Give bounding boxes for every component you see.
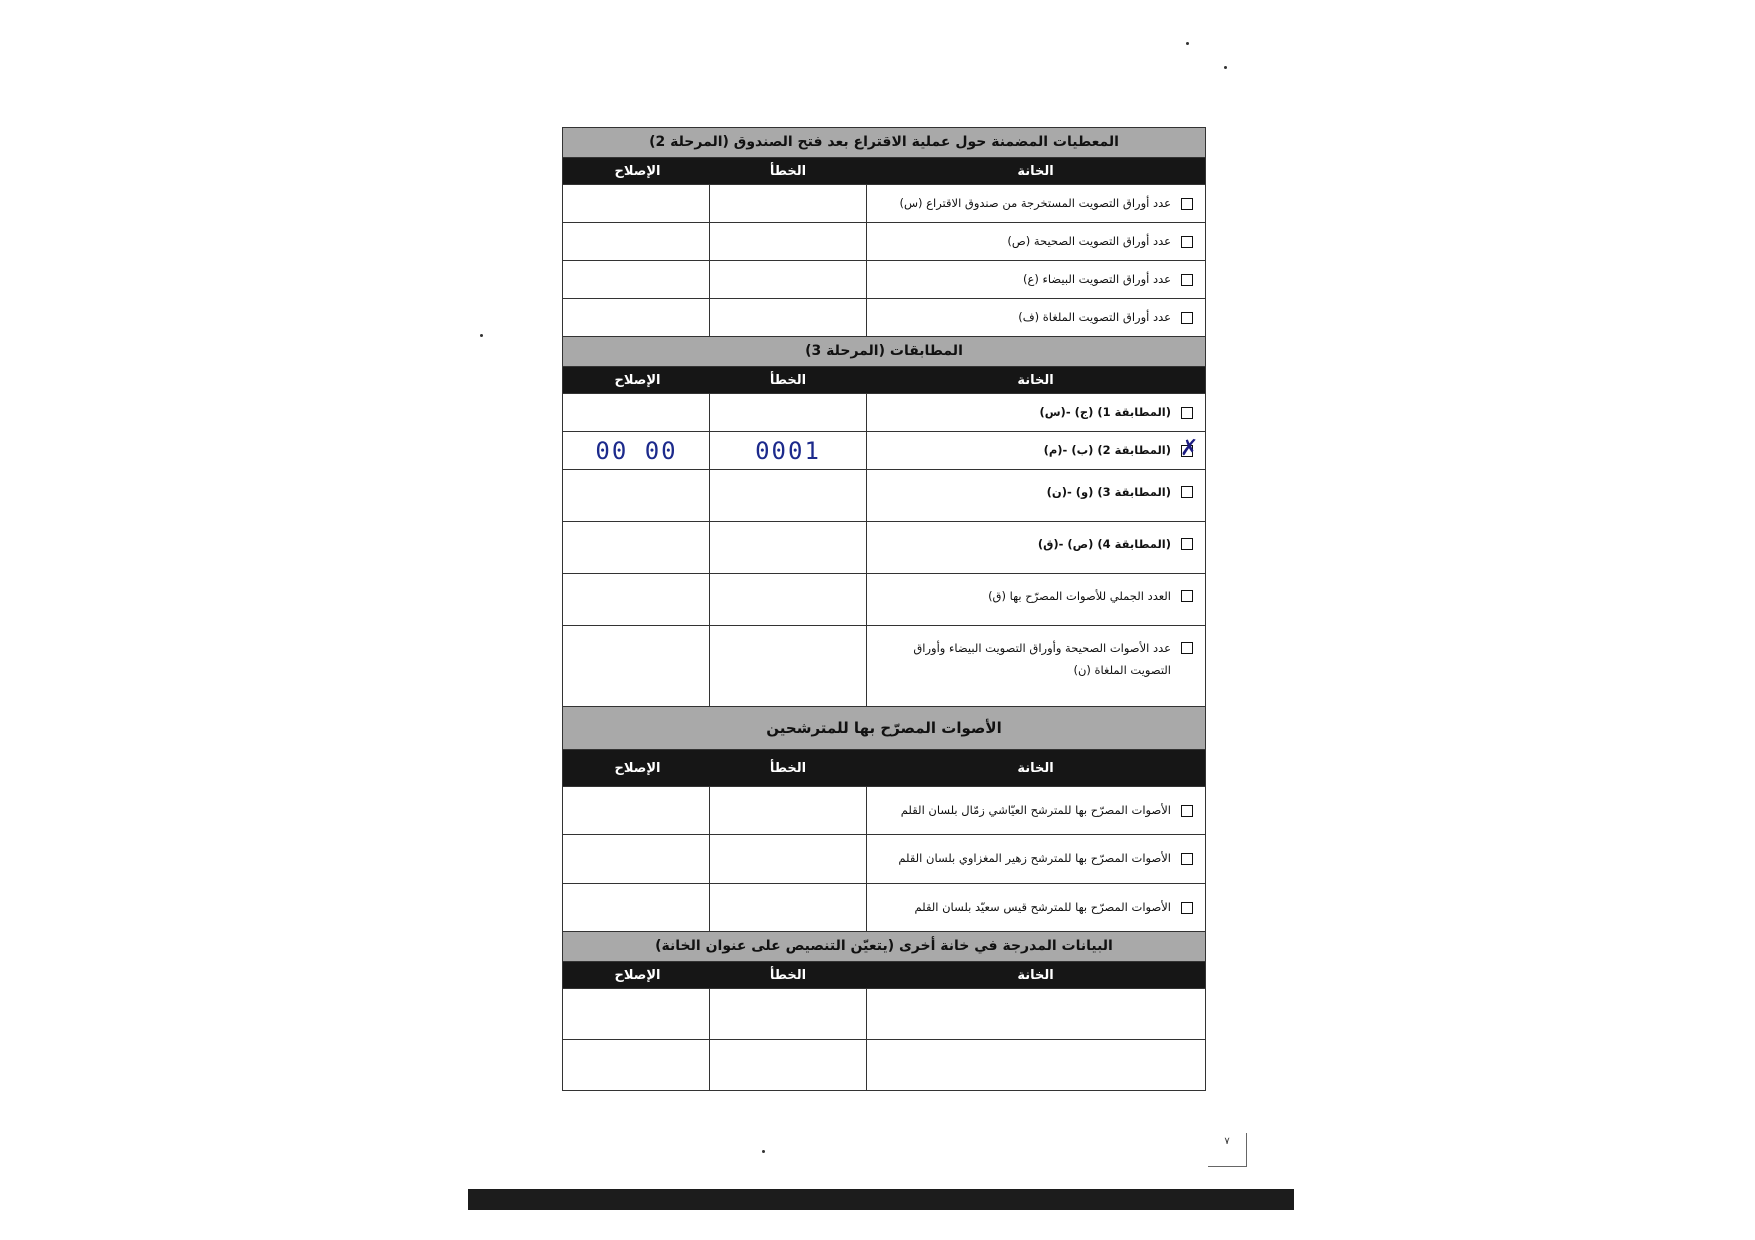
error-cell[interactable] (709, 394, 866, 431)
table-row (563, 394, 1205, 432)
error-cell[interactable] (709, 185, 866, 222)
column-header-error: الخطأ (769, 760, 807, 776)
footer-bar (468, 1189, 1294, 1210)
row-label: عدد أوراق التصويت الملغاة (ف) (1018, 309, 1171, 324)
column-header-error: الخطأ (769, 163, 807, 179)
error-cell[interactable] (709, 574, 866, 625)
correction-cell[interactable]: 00 00 (595, 436, 678, 465)
table-row (563, 432, 1205, 470)
row-label: (المطابقة 4) (ص) -(ق) (1037, 537, 1171, 551)
row-label: الأصوات المصرّح بها للمترشح العيّاشي زمّال بلسان القلم (900, 802, 1171, 817)
section-title-stage-3: المطابقات (المرحلة 3) (563, 337, 1205, 367)
row-label: عدد أوراق التصويت البيضاء (ع) (1023, 271, 1171, 286)
table-row (563, 185, 1205, 223)
error-cell[interactable] (709, 989, 866, 1039)
error-cell[interactable] (709, 1040, 866, 1090)
table-row (563, 299, 1205, 337)
error-cell[interactable]: 0001 (709, 432, 866, 469)
column-header-cell: الخانة (1017, 372, 1054, 388)
table-row (563, 626, 1205, 707)
column-header-row (563, 750, 1205, 787)
correction-cell[interactable] (564, 223, 709, 260)
page-number: ٧ (1208, 1133, 1247, 1167)
column-header-cell: الخانة (1017, 760, 1054, 776)
table-row (563, 261, 1205, 299)
correction-cell[interactable] (564, 989, 709, 1039)
correction-cell[interactable] (564, 470, 709, 521)
checkbox[interactable] (1181, 805, 1193, 817)
column-header-error: الخطأ (769, 372, 807, 388)
scan-speck (1186, 42, 1189, 45)
row-label-cell[interactable] (866, 1040, 1205, 1090)
column-header-row (563, 962, 1205, 989)
correction-cell[interactable] (564, 299, 709, 336)
section-title-stage-2: المعطيات المضمنة حول عملية الاقتراع بعد فتح الصندوق (المرحلة 2) (563, 128, 1205, 158)
table-row (563, 1040, 1205, 1090)
error-cell[interactable] (709, 261, 866, 298)
column-header-correction: الإصلاح (614, 372, 661, 388)
row-label-cell (866, 185, 1205, 222)
error-cell[interactable] (709, 299, 866, 336)
table-row (563, 989, 1205, 1040)
row-label: الأصوات المصرّح بها للمترشح قيس سعيّد بلسان القلم (914, 899, 1171, 914)
checkbox[interactable] (1181, 274, 1193, 286)
error-cell[interactable] (709, 470, 866, 521)
error-cell[interactable] (709, 223, 866, 260)
checkbox[interactable] (1181, 236, 1193, 248)
row-label: (المطابقة 3) (و) -(ن) (1046, 485, 1171, 499)
row-label-cell (866, 261, 1205, 298)
checkbox[interactable] (1181, 902, 1193, 914)
table-row (563, 835, 1205, 884)
row-label-cell (866, 574, 1205, 625)
correction-cell[interactable] (564, 522, 709, 573)
row-label: (المطابقة 1) (ج) -(س) (1039, 404, 1171, 419)
correction-cell[interactable] (564, 626, 709, 706)
column-header-error: الخطأ (769, 967, 807, 983)
table-row (563, 223, 1205, 261)
table-row (563, 574, 1205, 626)
column-header-cell: الخانة (1017, 163, 1054, 179)
correction-cell[interactable] (564, 185, 709, 222)
section-title-candidates: الأصوات المصرّح بها للمترشحين (563, 707, 1205, 750)
row-label-cell (866, 522, 1205, 573)
checkbox[interactable] (1181, 198, 1193, 210)
row-label: عدد الأصوات الصحيحة وأوراق التصويت البيضاء وأوراق التصويت الملغاة (ن) (913, 641, 1171, 677)
scan-speck (1224, 66, 1227, 69)
error-cell[interactable] (709, 522, 866, 573)
cross-mark-icon: ✗ (1180, 435, 1199, 461)
correction-cell[interactable] (564, 1040, 709, 1090)
column-header-correction: الإصلاح (614, 760, 661, 776)
table-row (563, 470, 1205, 522)
row-label-cell[interactable] (866, 989, 1205, 1039)
row-label: (المطابقة 2) (ب) -(م) (1043, 442, 1171, 457)
row-label-cell (866, 835, 1205, 883)
correction-cell[interactable] (564, 261, 709, 298)
row-label-cell (866, 470, 1205, 521)
error-cell[interactable] (709, 884, 866, 931)
error-cell[interactable] (709, 787, 866, 834)
error-cell[interactable] (709, 835, 866, 883)
column-header-row (563, 158, 1205, 185)
column-header-correction: الإصلاح (614, 163, 661, 179)
checkbox[interactable] (1181, 590, 1193, 602)
checkbox[interactable] (1181, 312, 1193, 324)
row-label-cell (866, 787, 1205, 834)
column-header-correction: الإصلاح (614, 967, 661, 983)
checkbox[interactable] (1181, 853, 1193, 865)
row-label-cell (866, 626, 1205, 706)
checkbox[interactable] (1181, 642, 1193, 654)
row-label-cell (866, 223, 1205, 260)
row-label-cell (866, 394, 1205, 431)
results-correction-form (562, 127, 1206, 1091)
checkbox-checked[interactable] (1180, 435, 1199, 461)
column-header-row (563, 367, 1205, 394)
scan-speck (762, 1150, 765, 1153)
checkbox[interactable] (1181, 486, 1193, 498)
checkbox[interactable] (1181, 407, 1193, 419)
correction-cell[interactable] (564, 884, 709, 931)
error-cell[interactable] (709, 626, 866, 706)
scan-speck (480, 334, 483, 337)
row-label-cell (866, 884, 1205, 931)
row-label: عدد أوراق التصويت المستخرجة من صندوق الاقتراع (س) (899, 195, 1171, 210)
table-row (563, 787, 1205, 835)
checkbox[interactable] (1181, 538, 1193, 550)
correction-cell[interactable] (564, 787, 709, 834)
row-label-cell (866, 299, 1205, 336)
correction-cell[interactable] (564, 394, 709, 431)
column-header-cell: الخانة (1017, 967, 1054, 983)
section-title-other-cell: البيانات المدرجة في خانة أخرى (يتعيّن التنصيص على عنوان الخانة) (563, 932, 1205, 962)
table-row (563, 884, 1205, 932)
correction-cell[interactable] (564, 574, 709, 625)
row-label: العدد الجملي للأصوات المصرّح بها (ق) (988, 589, 1171, 603)
row-label-cell (866, 432, 1205, 469)
table-row (563, 522, 1205, 574)
row-label: الأصوات المصرّح بها للمترشح زهير المغزاوي بلسان القلم (898, 851, 1171, 866)
correction-cell[interactable] (564, 835, 709, 883)
row-label: عدد أوراق التصويت الصحيحة (ص) (1007, 233, 1171, 248)
